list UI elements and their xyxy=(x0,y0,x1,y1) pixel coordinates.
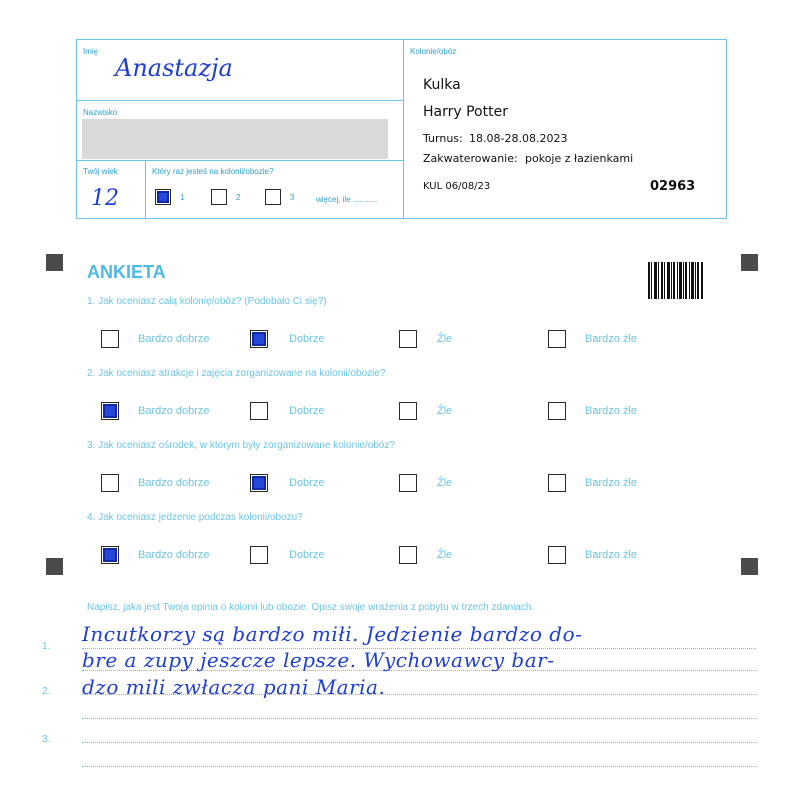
accommodation-label: Zakwaterowanie: xyxy=(423,152,518,165)
age-label: Twój wiek xyxy=(83,167,118,176)
question-3-option-label: Bardzo źle xyxy=(585,477,637,489)
question-3-checkbox-1[interactable] xyxy=(101,474,119,492)
question-4-option-label: Źle xyxy=(437,549,453,561)
writing-line xyxy=(82,742,756,743)
question-3-option-label: Bardzo dobrze xyxy=(138,477,210,489)
question-2-checkbox-3[interactable] xyxy=(399,402,417,420)
question-2-option-label: Źle xyxy=(437,405,453,417)
age-value[interactable]: 12 xyxy=(91,186,119,211)
registration-marker-tl xyxy=(46,254,63,271)
question-1-option-label: Bardzo źle xyxy=(585,333,637,345)
line-number-1: 1. xyxy=(42,641,51,652)
times-option-3: 3 xyxy=(290,193,295,202)
question-1-option-label: Dobrze xyxy=(289,333,325,345)
times-option-1: 1 xyxy=(180,193,185,202)
barcode-icon xyxy=(648,262,703,299)
times-checkbox-1[interactable] xyxy=(155,189,171,205)
question-1-checkbox-1[interactable] xyxy=(101,330,119,348)
question-3-checkbox-2[interactable] xyxy=(250,474,268,492)
question-4-checkbox-2[interactable] xyxy=(250,546,268,564)
form-divider-age-vertical xyxy=(145,160,146,219)
form-number: 02963 xyxy=(650,179,696,194)
question-4-option-label: Dobrze xyxy=(289,549,325,561)
question-3-text: 3. Jak oceniasz ośrodek, w którym były zorganizowane kolonie/obóz? xyxy=(87,440,395,451)
registration-marker-br xyxy=(741,558,758,575)
opinion-line-3[interactable]: dzo mili zwłacza pani Maria. xyxy=(82,675,386,699)
question-2-checkbox-1[interactable] xyxy=(101,402,119,420)
question-2-option-label: Dobrze xyxy=(289,405,325,417)
question-4-option-label: Bardzo dobrze xyxy=(138,549,210,561)
times-option-2: 2 xyxy=(236,193,241,202)
participant-form xyxy=(76,39,727,219)
line-number-2: 2. xyxy=(42,686,51,697)
times-label: Który raz jesteś na kolonii/obozie? xyxy=(152,167,274,176)
question-3-option-label: Źle xyxy=(437,477,453,489)
question-4-checkbox-3[interactable] xyxy=(399,546,417,564)
first-name-value[interactable]: Anastazja xyxy=(115,54,233,82)
camp-name-1: Kulka xyxy=(423,77,461,93)
writing-line xyxy=(82,718,756,719)
question-1-checkbox-3[interactable] xyxy=(399,330,417,348)
question-3-checkbox-3[interactable] xyxy=(399,474,417,492)
form-divider-name xyxy=(77,100,403,101)
registration-marker-bl xyxy=(46,558,63,575)
last-name-label: Nazwisko xyxy=(83,108,118,117)
survey-title: ANKIETA xyxy=(87,262,166,282)
question-2-option-label: Bardzo dobrze xyxy=(138,405,210,417)
camp-label: Kolonie/obóz xyxy=(410,47,457,56)
question-1-option-label: Źle xyxy=(437,333,453,345)
turnus-value: 18.08-28.08.2023 xyxy=(469,132,568,145)
last-name-redacted xyxy=(82,119,388,159)
form-divider-age xyxy=(77,160,403,161)
times-more-label: więcej, ile ........... xyxy=(316,195,378,204)
question-2-checkbox-4[interactable] xyxy=(548,402,566,420)
camp-name-2: Harry Potter xyxy=(423,104,508,120)
question-2-text: 2. Jak oceniasz atrakcje i zajęcia zorganizowane na kolonii/obozie? xyxy=(87,368,386,379)
turnus-label: Turnus: xyxy=(423,132,463,145)
opinion-line-1[interactable]: Incutkorzy są bardzo miłi. Jedzienie bardzo do- xyxy=(82,622,583,646)
question-4-text: 4. Jak oceniasz jedzenie podczas kolonii/obozu? xyxy=(87,512,303,523)
times-checkbox-3[interactable] xyxy=(265,189,281,205)
question-1-option-label: Bardzo dobrze xyxy=(138,333,210,345)
opinion-prompt: Napisz, jaka jest Twoja opinia o kolonii lub obozie. Opisz swoje wrażenia z pobytu w trzech zdaniach. xyxy=(87,602,535,613)
times-checkbox-2[interactable] xyxy=(211,189,227,205)
question-1-text: 1. Jak oceniasz całą kolonię/obóz? (Podobało Ci się?) xyxy=(87,296,327,307)
form-divider-vertical xyxy=(403,40,404,219)
question-4-checkbox-4[interactable] xyxy=(548,546,566,564)
question-4-checkbox-1[interactable] xyxy=(101,546,119,564)
line-number-3: 3. xyxy=(42,734,51,745)
camp-code: KUL 06/08/23 xyxy=(423,181,491,192)
question-1-checkbox-2[interactable] xyxy=(250,330,268,348)
question-4-option-label: Bardzo źle xyxy=(585,549,637,561)
question-2-option-label: Bardzo źle xyxy=(585,405,637,417)
writing-line xyxy=(82,766,756,767)
registration-marker-tr xyxy=(741,254,758,271)
question-2-checkbox-2[interactable] xyxy=(250,402,268,420)
question-1-checkbox-4[interactable] xyxy=(548,330,566,348)
first-name-label: Imię xyxy=(83,47,99,56)
accommodation-value: pokoje z łazienkami xyxy=(525,152,634,165)
opinion-line-2[interactable]: bre a zupy jeszcze lepsze. Wychowawcy bar- xyxy=(82,648,555,672)
question-3-option-label: Dobrze xyxy=(289,477,325,489)
question-3-checkbox-4[interactable] xyxy=(548,474,566,492)
